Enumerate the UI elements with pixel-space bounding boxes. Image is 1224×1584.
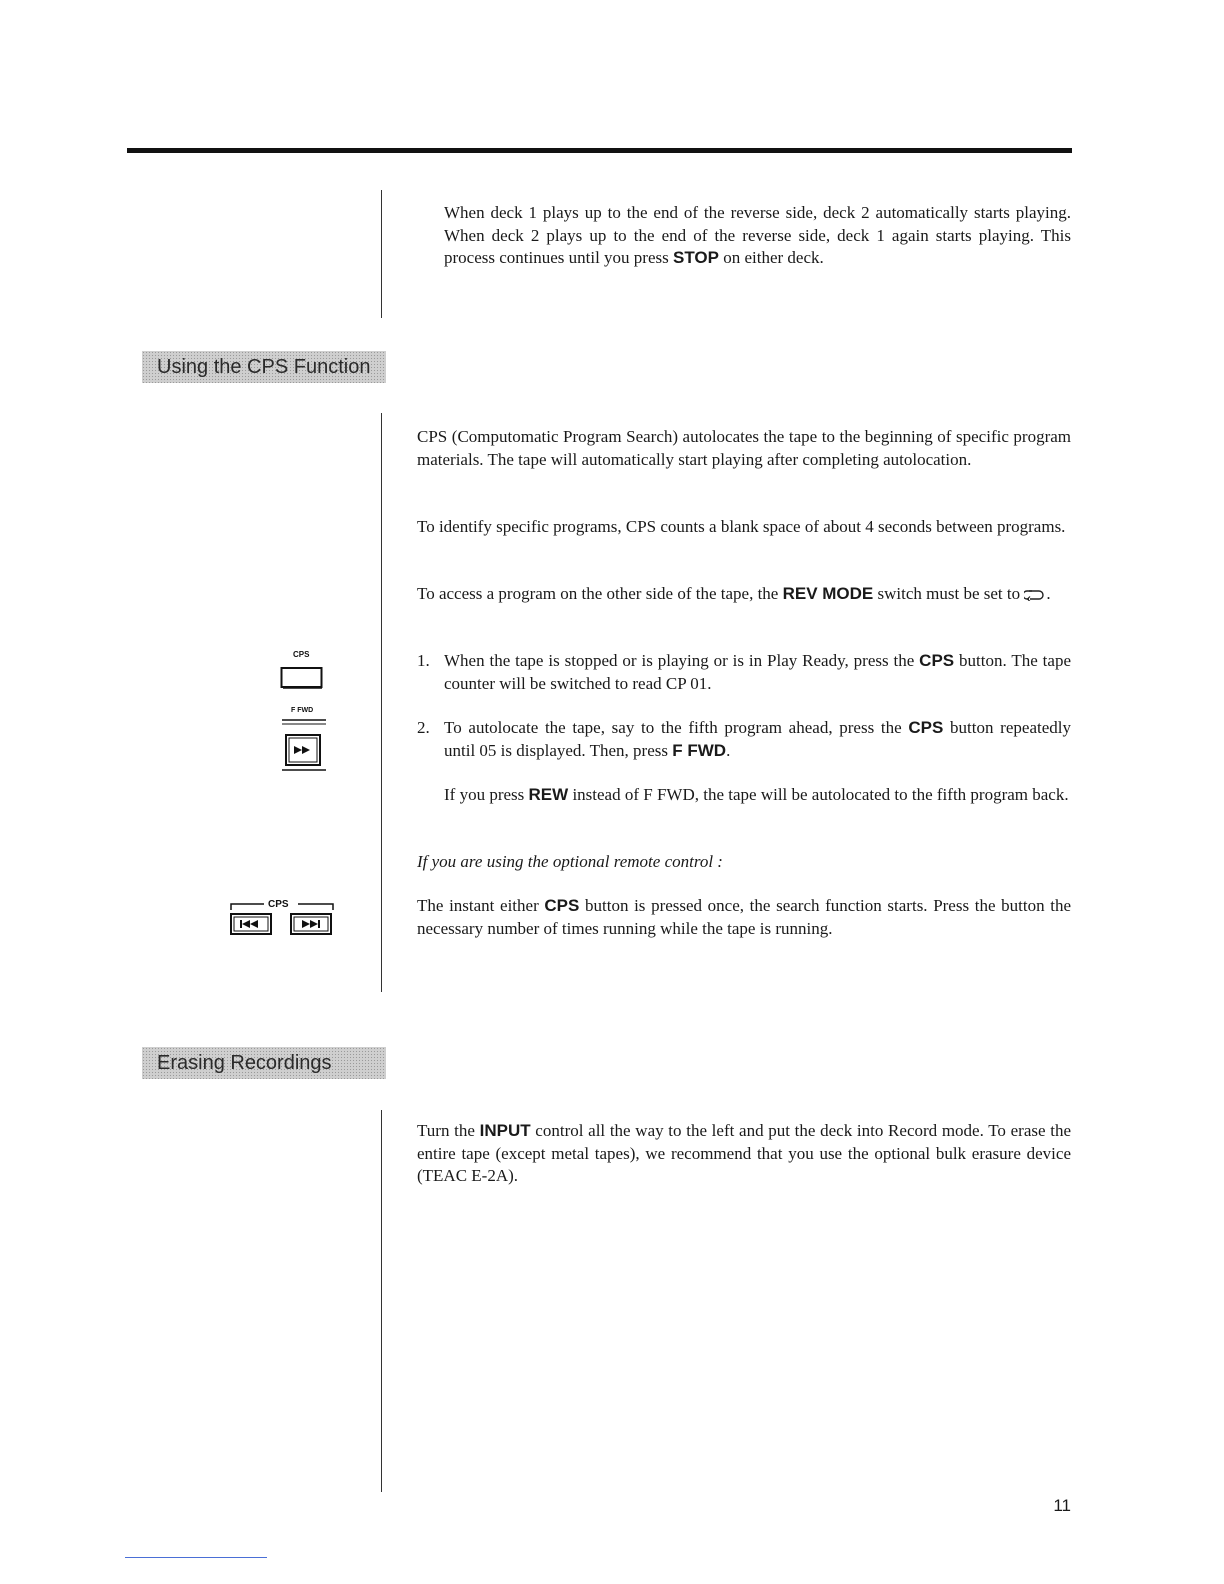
intro-paragraph: When deck 1 plays up to the end of the reverse side, deck 2 automatically starts playing. When deck 2 plays up to the end of the reverse side, deck 1 again starts playing. This process continues until you press STOP on either deck. [444, 203, 1071, 267]
cps-paragraph-1: CPS (Computomatic Program Search) autolocates the tape to the beginning of specific program materials. The tape will automatically start playing after completing autolocation. [417, 427, 1071, 469]
step-1-text: When the tape is stopped or is playing or is in Play Ready, press the CPS button. The tape counter will be switched to read CP 01. [444, 651, 1071, 693]
fast-forward-button-icon [281, 717, 327, 772]
rew-note: If you press REW instead of F FWD, the tape will be autolocated to the fifth program back. [444, 785, 1069, 804]
skip-forward-button-icon [290, 913, 332, 935]
remote-heading: If you are using the optional remote control : [417, 852, 723, 871]
step-2-text: To autolocate the tape, say to the fifth program ahead, press the CPS button repeatedly until 05 is displayed. Then, press F FWD. [444, 718, 1071, 760]
column-divider [381, 1110, 382, 1492]
erase-paragraph: Turn the INPUT control all the way to the left and put the deck into Record mode. To erase the entire tape (except metal tapes), we recommend that you use the optional bulk erasure device (TEAC E-2A). [417, 1121, 1072, 1185]
rew-button-ref: REW [528, 785, 569, 804]
ffwd-button-ref: F FWD [672, 740, 727, 760]
column-divider [381, 190, 382, 318]
cps-button-icon [280, 666, 324, 690]
section-heading-erase: Erasing Recordings [142, 1047, 386, 1079]
cps-button-ref: CPS [919, 651, 955, 670]
section-heading-cps: Using the CPS Function [142, 351, 386, 383]
rev-mode-ref: REV MODE [782, 584, 874, 603]
step-1-number: 1. [417, 651, 430, 670]
column-divider [381, 413, 382, 992]
reverse-mode-loop-icon [1024, 589, 1046, 601]
fig-remote-cps-label: CPS [268, 899, 289, 910]
input-control-ref: INPUT [479, 1121, 531, 1140]
cps-paragraph-3: To access a program on the other side of the tape, the REV MODE switch must be set to . [417, 584, 1051, 603]
step-2-number: 2. [417, 718, 430, 737]
fig-cps-label: CPS [293, 650, 310, 659]
page-number: 11 [1053, 1496, 1071, 1515]
remote-paragraph: The instant either CPS button is pressed once, the search function starts. Press the button the necessary number of times running while the tape is running. [417, 896, 1071, 938]
cps-button-ref: CPS [544, 896, 580, 915]
bottom-edge-line [125, 1557, 267, 1558]
skip-back-button-icon [230, 913, 272, 935]
fig-ffwd-label: F FWD [291, 707, 314, 714]
top-rule [127, 148, 1072, 153]
stop-button-ref: STOP [673, 248, 719, 267]
cps-paragraph-2: To identify specific programs, CPS counts a blank space of about 4 seconds between programs. [417, 517, 1066, 536]
cps-button-ref: CPS [908, 718, 944, 737]
